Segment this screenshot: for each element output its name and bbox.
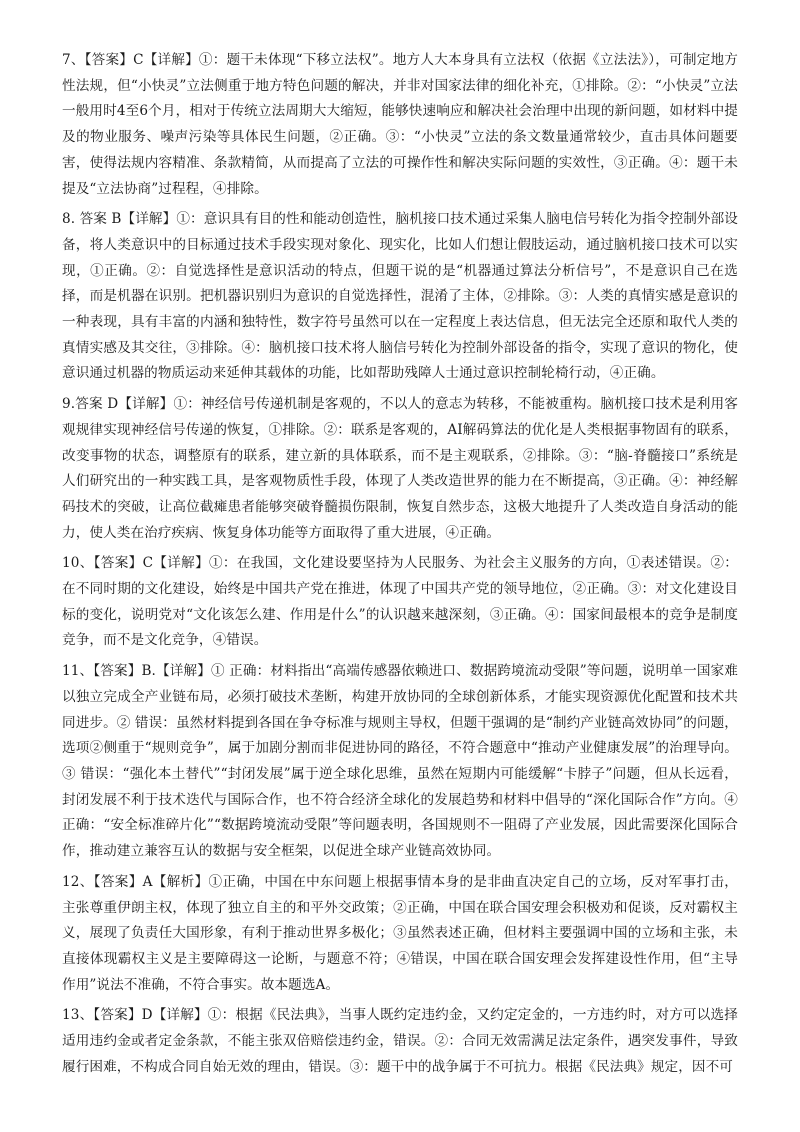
answer-9: 9.答案 D【详解】①：神经信号传递机制是客观的，不以人的意志为转移，不能被重构。脑机接口技术是利用客观规律实现神经信号传递的恢复，①排除。②：联系是客观的，AI解码算法的优化是人类根据事物固有的联系，改变事物的状态，调整原有的联系，建立新的具体联系，而不是主观联系，②排除。③：“脑-脊髓接口”系统是人们研究出的一种实践工具，是客观物质性手段，体现了人类改造世界的能力在不断提高，③正确。④：神经解码技术的突破，让高位截瘫患者能够突破脊髓损伤限制，恢复自然步态，这极大地提升了人类改造自身活动的能力，使人类在治疗疾病、恢复身体功能等方面取得了重大进展，④正确。 bbox=[62, 396, 738, 541]
answer-7: 7、【答案】C【详解】①：题干未体现“下移立法权”。地方人大本身具有立法权（依据《立法法》），可制定地方性法规，但“小快灵”立法侧重于地方特色问题的解决，并非对国家法律的细化补充，①排除。②：“小快灵”立法一般用时4至6个月，相对于传统立法周期大大缩短，能够快速响应和解决社会治理中出现的新问题，如材料中提及的物业服务、噪声污染等具体民生问题，②正确。③：“小快灵”立法的条文数量通常较少，直击具体问题要害，使得法规内容精准、条款精简，从而提高了立法的可操作性和解决实际问题的实效性，③正确。④：题干未提及“立法协商”过程程，④排除。 bbox=[62, 52, 738, 197]
answer-10: 10、【答案】C【详解】①：在我国，文化建设要坚持为人民服务、为社会主义服务的方向，①表述错误。②：在不同时期的文化建设，始终是中国共产党在推进，体现了中国共产党的领导地位，②正确。③：对文化建设目标的变化，说明党对“文化该怎么建、作用是什么”的认识越来越深刻，③正确。④：国家间最根本的竞争是制度竞争，而不是文化竞争，④错误。 bbox=[62, 555, 738, 649]
answer-11: 11、【答案】B.【详解】① 正确：材料指出“高端传感器依赖进口、数据跨境流动受限”等问题，说明单一国家难以独立完成全产业链布局，必须打破技术垄断，构建开放协同的全球创新体系，才能实现资源优化配置和技术共同进步。② 错误：虽然材料提到各国在争夺标准与规则主导权，但题干强调的是“制约产业链高效协同”的问题，选项②侧重于“规则竞争”，属于加剧分割而非促进协同的路径，不符合题意中“推动产业健康发展”的治理导向。③ 错误：“强化本土替代”“封闭发展”属于逆全球化思维，虽然在短期内可能缓解“卡脖子”问题，但从长远看，封闭发展不利于技术迭代与国际合作，也不符合经济全球化的发展趋势和材料中倡导的“深化国际合作”方向。④ 正确：“安全标准碎片化”“数据跨境流动受限”等问题表明，各国规则不一阻碍了产业发展，因此需要深化国际合作，推动建立兼容互认的数据与安全框架，以促进全球产业链高效协同。 bbox=[62, 663, 738, 860]
answer-13: 13、【答案】D【详解】①：根据《民法典》，当事人既约定违约金，又约定定金的，一方违约时，对方可以选择适用违约金或者定金条款，不能主张双倍赔偿违约金，错误。②：合同无效需满足法定条件，遇突发事件，导致履行困难，不构成合同自始无效的理由，错误。③：题干中的战争属于不可抗力。根据《民法典》规定，因不可 bbox=[62, 1007, 738, 1075]
answer-8: 8. 答案 B【详解】①：意识具有目的性和能动创造性，脑机接口技术通过采集人脑电信号转化为指令控制外部设备，将人类意识中的目标通过技术手段实现对象化、现实化，比如人们想让假肢运动，通过脑机接口技术可以实现，①正确。②：自觉选择性是意识活动的特点，但题干说的是“机器通过算法分析信号”，不是意识自己在选择，而是机器在识别。把机器识别归为意识的自觉选择性，混淆了主体，②排除。③：人类的真情实感是意识的一种表现，具有丰富的内涵和独特性，数字符号虽然可以在一定程度上表达信息，但无法完全还原和取代人类的真情实感及其交往，③排除。④：脑机接口技术将人脑信号转化为控制外部设备的指令，实现了意识的物化，使意识通过机器的物质运动来延伸其载体的功能，比如帮助残障人士通过意识控制轮椅行动，④正确。 bbox=[62, 211, 738, 382]
answer-12: 12、【答案】A【解析】①正确，中国在中东问题上根据事情本身的是非曲直决定自己的立场，反对军事打击，主张尊重伊朗主权，体现了独立自主的和平外交政策；②正确，中国在联合国安理会积极劝和促谈，反对霸权主义，展现了负责任大国形象，有利于推动世界多极化；③虽然表述正确，但材料主要强调中国的立场和主张，未直接体现霸权主义是主要障碍这一论断，与题意不符；④错误，中国在联合国安理会发挥建设性作用，但“主导作用”说法不准确，不符合事实。故本题选A。 bbox=[62, 873, 738, 993]
